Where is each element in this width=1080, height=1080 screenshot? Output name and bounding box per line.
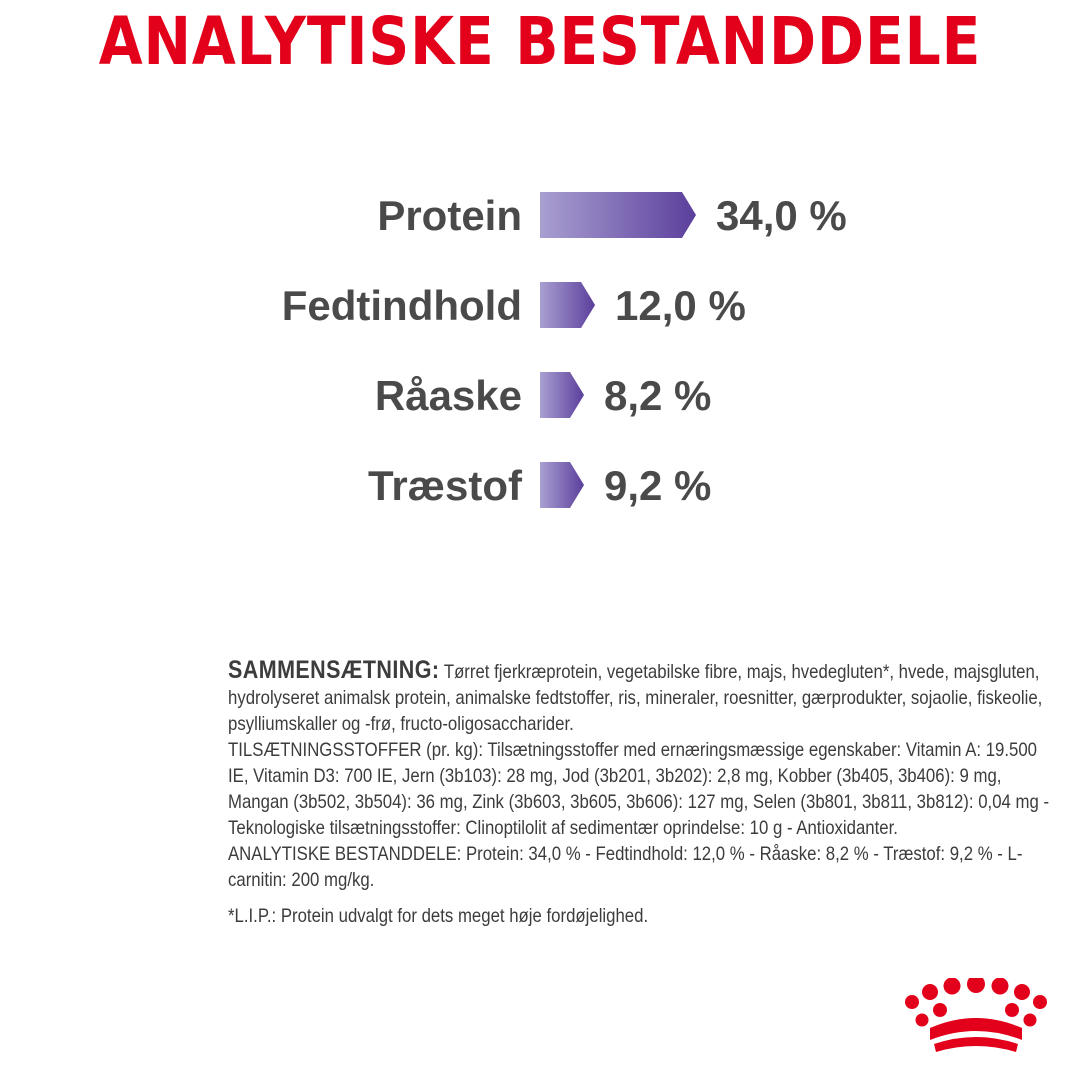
value-label: 12,0 % — [615, 282, 746, 329]
category-label: Træstof — [367, 462, 522, 509]
additives-paragraph: TILSÆTNINGSSTOFFER (pr. kg): Tilsætningsstoffer med ernæringsmæssige egenskaber: Vitamin A: 19.500 IE, Vitamin D3: 700 IE, Jern (3b103): 28 mg, Jod (3b201, 3b202): 2,8 mg, Kobber (3b405, 3b406): 9 mg, Mangan (3b502, 3b504): 36 mg, Zink (3b603, 3b605, 3b606): 127 mg, Selen (3b801, 3b811, 3b812): 0,04 mg - Teknologiske tilsætningsstoffer: Clinoptilolit af sedimentær oprindelse: 10 g - Antioxidanter. — [228, 739, 1050, 839]
page-title: ANALYTISKE BESTANDDELE — [98, 3, 982, 80]
value-label: 8,2 % — [604, 372, 712, 419]
bar-råaske — [540, 372, 584, 418]
royal-canin-crown-icon — [900, 978, 1060, 1068]
analytical-paragraph: ANALYTISKE BESTANDDELE: Protein: 34,0 % - Fedtindhold: 12,0 % - Råaske: 8,2 % - Træstof: 9,2 % - L-carnitin: 200 mg/kg. — [228, 843, 1023, 891]
value-label: 9,2 % — [604, 462, 712, 509]
composition-heading: SAMMENSÆTNING: — [228, 656, 440, 684]
nutrient-bar-chart — [0, 160, 1080, 540]
composition-text — [228, 657, 1058, 893]
category-label: Protein — [377, 192, 522, 239]
category-label: Råaske — [374, 372, 522, 419]
ingredients-text: Tørret fjerkræprotein, vegetabilske fibre, majs, hvedegluten*, hvede, majsgluten, hydrolyseret animalsk protein, animalske fedtstoffer, ris, mineraler, roesnitter, gærprodukter, sojaolie, fiskeolie, psylliumskaller og -frø, fructo-oligosaccharider. — [228, 661, 1043, 735]
footnote: *L.I.P.: Protein udvalgt for dets meget høje fordøjelighed. — [228, 905, 649, 927]
value-label: 34,0 % — [716, 192, 847, 239]
category-label: Fedtindhold — [281, 282, 522, 329]
bar-fedtindhold — [540, 282, 595, 328]
bar-protein — [540, 192, 696, 238]
ingredients-paragraph — [228, 657, 1058, 737]
bar-træstof — [540, 462, 584, 508]
